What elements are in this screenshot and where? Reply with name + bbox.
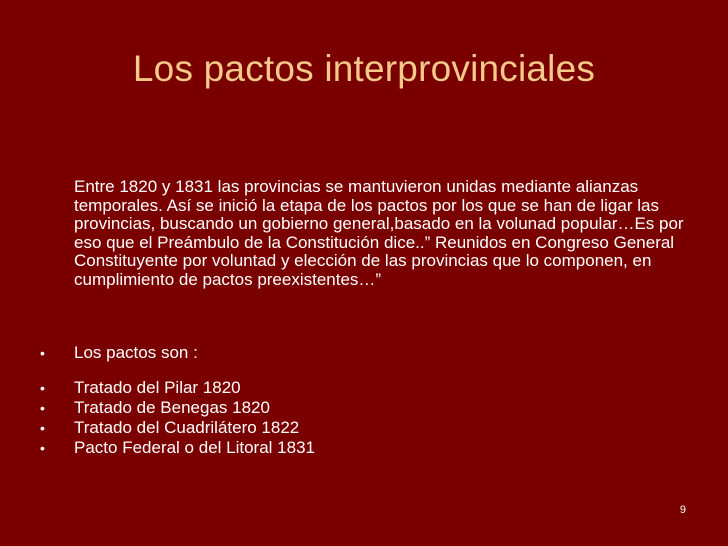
bullet-item: [32, 418, 672, 438]
page-number: 9: [679, 504, 686, 516]
bullet-item: [32, 398, 672, 418]
bullet-text: Tratado del Cuadrilátero 1822: [74, 418, 300, 437]
bullet-item: [32, 343, 672, 363]
bullet-list: [32, 343, 672, 458]
bullet-icon: •: [40, 440, 45, 456]
bullet-icon: •: [40, 400, 45, 416]
bullet-text: Tratado del Pilar 1820: [74, 378, 241, 397]
bullet-item: [32, 438, 672, 458]
bullet-icon: •: [40, 420, 45, 436]
bullet-text: Pacto Federal o del Litoral 1831: [74, 438, 315, 457]
bullet-item: [32, 378, 672, 398]
bullet-text: Tratado de Benegas 1820: [74, 398, 270, 417]
intro-paragraph: Entre 1820 y 1831 las provincias se mantuvieron unidas mediante alianzas temporales. Así se inició la etapa de los pactos por los que se han de ligar las provincias, buscando un gobierno general,basado en la volunad popular…Es por eso que el Preámbulo de la Constitución dice..” Reunidos en Congreso General Constituyente por voluntad y elección de las provincias que lo componen, en cumplimiento de pactos preexistentes…”: [74, 177, 684, 289]
bullet-text: Los pactos son :: [74, 343, 198, 362]
bullet-icon: •: [40, 380, 45, 396]
slide-title: Los pactos interprovinciales: [132, 48, 596, 89]
bullet-icon: •: [40, 345, 45, 361]
